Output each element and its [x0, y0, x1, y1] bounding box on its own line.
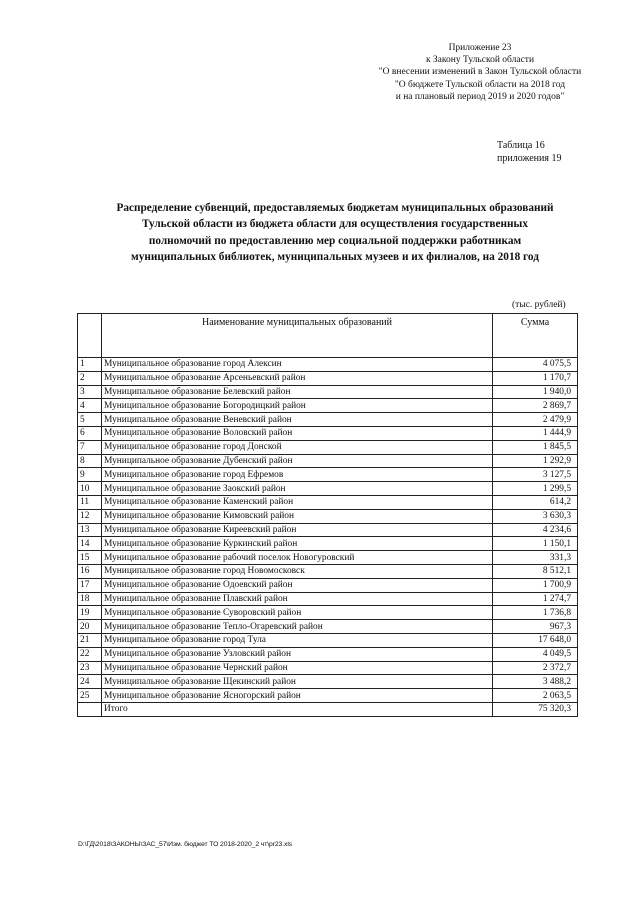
appendix-line: "О бюджете Тульской области на 2018 год: [394, 79, 566, 90]
row-amount-cell: 8 512,1: [493, 564, 578, 578]
table-row: [78, 647, 578, 661]
row-name-cell: Муниципальное образование Чернский район: [102, 661, 493, 675]
row-num-cell: 3: [78, 385, 102, 399]
row-num-cell: 23: [78, 661, 102, 675]
table-row: [78, 661, 578, 675]
row-amount-cell: 331,3: [493, 551, 578, 565]
table-row: [78, 578, 578, 592]
row-num-cell: 9: [78, 468, 102, 482]
table-row: [78, 620, 578, 634]
row-amount-cell: 4 075,5: [493, 358, 578, 372]
row-amount-cell: 2 479,9: [493, 413, 578, 427]
file-path-footer: D:\ГД\2018\ЗАКОНЫ\ЗАС_57\Изм. бюджет ТО 2018-2020_2 чт\pr23.xls: [78, 841, 293, 848]
row-amount-cell: 2 063,5: [493, 689, 578, 703]
row-num-cell: 4: [78, 399, 102, 413]
table-ref-line: Таблица 16: [497, 140, 545, 151]
table-header-row: [78, 314, 578, 358]
row-num-cell: 17: [78, 578, 102, 592]
row-amount-cell: 17 648,0: [493, 633, 578, 647]
row-name-cell: Муниципальное образование Арсеньевский район: [102, 371, 493, 385]
row-name-cell: Муниципальное образование Веневский район: [102, 413, 493, 427]
row-num-cell: 12: [78, 509, 102, 523]
row-num-cell: 22: [78, 647, 102, 661]
title-line: муниципальных библиотек, муниципальных музеев и их филиалов, на 2018 год: [131, 250, 539, 263]
row-num-cell: 16: [78, 564, 102, 578]
table-row: [78, 633, 578, 647]
row-name-cell: Муниципальное образование Одоевский район: [102, 578, 493, 592]
row-amount-cell: 1 736,8: [493, 606, 578, 620]
total-num-cell: [78, 702, 102, 716]
row-num-cell: 18: [78, 592, 102, 606]
table-row: [78, 454, 578, 468]
row-num-cell: 13: [78, 523, 102, 537]
row-num-cell: 21: [78, 633, 102, 647]
table-row: [78, 440, 578, 454]
row-name-cell: Муниципальное образование Богородицкий район: [102, 399, 493, 413]
row-name-cell: Муниципальное образование город Новомосковск: [102, 564, 493, 578]
title-line: Распределение субвенций, предоставляемых бюджетам муниципальных образований: [116, 202, 554, 214]
table-row: [78, 371, 578, 385]
row-name-cell: Муниципальное образование Щекинский район: [102, 675, 493, 689]
row-amount-cell: 1 299,5: [493, 482, 578, 496]
row-num-cell: 1: [78, 358, 102, 372]
header-name-cell: Наименование муниципальных образований: [102, 314, 493, 358]
table-row: [78, 509, 578, 523]
row-name-cell: Муниципальное образование город Тула: [102, 633, 493, 647]
row-num-cell: 14: [78, 537, 102, 551]
row-amount-cell: 4 049,5: [493, 647, 578, 661]
row-num-cell: 7: [78, 440, 102, 454]
table-row: [78, 482, 578, 496]
row-name-cell: Муниципальное образование город Алексин: [102, 358, 493, 372]
title-line: Тульской области из бюджета области для осуществления государственных: [141, 218, 528, 231]
row-amount-cell: 2 869,7: [493, 399, 578, 413]
table-row: [78, 523, 578, 537]
row-amount-cell: 1 274,7: [493, 592, 578, 606]
table-row: [78, 564, 578, 578]
row-amount-cell: 1 170,7: [493, 371, 578, 385]
row-num-cell: 8: [78, 454, 102, 468]
row-num-cell: 25: [78, 689, 102, 703]
appendix-reference: [330, 42, 630, 103]
row-name-cell: Муниципальное образование Дубенский район: [102, 454, 493, 468]
row-amount-cell: 1 150,1: [493, 537, 578, 551]
row-amount-cell: 1 292,9: [493, 454, 578, 468]
row-name-cell: Муниципальное образование Тепло-Огаревский район: [102, 620, 493, 634]
appendix-line: к Закону Тульской области: [425, 55, 535, 66]
table-row: [78, 385, 578, 399]
row-amount-cell: 1 940,0: [493, 385, 578, 399]
row-amount-cell: 3 488,2: [493, 675, 578, 689]
row-name-cell: Муниципальное образование Ясногорский район: [102, 689, 493, 703]
table-row: [78, 413, 578, 427]
table-row: [78, 495, 578, 509]
row-name-cell: Муниципальное образование рабочий поселок Новогуровский: [102, 551, 493, 565]
row-amount-cell: 1 845,5: [493, 440, 578, 454]
row-name-cell: Муниципальное образование Заокский район: [102, 482, 493, 496]
table-ref-line: приложения 19: [497, 152, 562, 164]
row-num-cell: 5: [78, 413, 102, 427]
table-row: [78, 606, 578, 620]
row-name-cell: Муниципальное образование Воловский район: [102, 426, 493, 440]
header-amount-cell: Сумма: [493, 314, 578, 358]
row-name-cell: Муниципальное образование Каменский район: [102, 495, 493, 509]
row-amount-cell: 2 372,7: [493, 661, 578, 675]
row-name-cell: Муниципальное образование Белевский район: [102, 385, 493, 399]
row-amount-cell: 4 234,6: [493, 523, 578, 537]
row-num-cell: 10: [78, 482, 102, 496]
row-amount-cell: 614,2: [493, 495, 578, 509]
row-name-cell: Муниципальное образование город Ефремов: [102, 468, 493, 482]
total-label-cell: Итого: [102, 702, 493, 716]
row-amount-cell: 1 700,9: [493, 578, 578, 592]
header-num-cell: [78, 314, 102, 358]
table-row: [78, 675, 578, 689]
row-name-cell: Муниципальное образование Суворовский район: [102, 606, 493, 620]
row-amount-cell: 1 444,9: [493, 426, 578, 440]
row-num-cell: 15: [78, 551, 102, 565]
appendix-line: Приложение 23: [448, 43, 512, 53]
row-name-cell: Муниципальное образование Кимовский район: [102, 509, 493, 523]
title-line: полномочий по предоставлению мер социальной поддержки работникам: [148, 234, 522, 247]
row-amount-cell: 967,3: [493, 620, 578, 634]
units-label: (тыс. рублей): [512, 300, 566, 310]
document-title: [70, 200, 600, 265]
table-row: [78, 358, 578, 372]
row-num-cell: 20: [78, 620, 102, 634]
table-row: [78, 689, 578, 703]
row-name-cell: Муниципальное образование Плавский район: [102, 592, 493, 606]
table-row: [78, 537, 578, 551]
total-row: [78, 702, 578, 716]
appendix-line: "О внесении изменений в Закон Тульской области: [378, 67, 582, 78]
table-row: [78, 468, 578, 482]
row-num-cell: 2: [78, 371, 102, 385]
table-row: [78, 399, 578, 413]
row-name-cell: Муниципальное образование город Донской: [102, 440, 493, 454]
row-num-cell: 6: [78, 426, 102, 440]
table-row: [78, 551, 578, 565]
row-name-cell: Муниципальное образование Узловский район: [102, 647, 493, 661]
subsidy-table: [77, 313, 578, 717]
row-num-cell: 19: [78, 606, 102, 620]
row-name-cell: Муниципальное образование Киреевский район: [102, 523, 493, 537]
total-amount-cell: 75 320,3: [493, 702, 578, 716]
row-num-cell: 11: [78, 495, 102, 509]
row-amount-cell: 3 127,5: [493, 468, 578, 482]
table-row: [78, 592, 578, 606]
row-amount-cell: 3 630,3: [493, 509, 578, 523]
appendix-line: и на плановый период 2019 и 2020 годов": [395, 91, 565, 102]
table-row: [78, 426, 578, 440]
row-name-cell: Муниципальное образование Куркинский район: [102, 537, 493, 551]
row-num-cell: 24: [78, 675, 102, 689]
table-reference: [497, 140, 561, 165]
